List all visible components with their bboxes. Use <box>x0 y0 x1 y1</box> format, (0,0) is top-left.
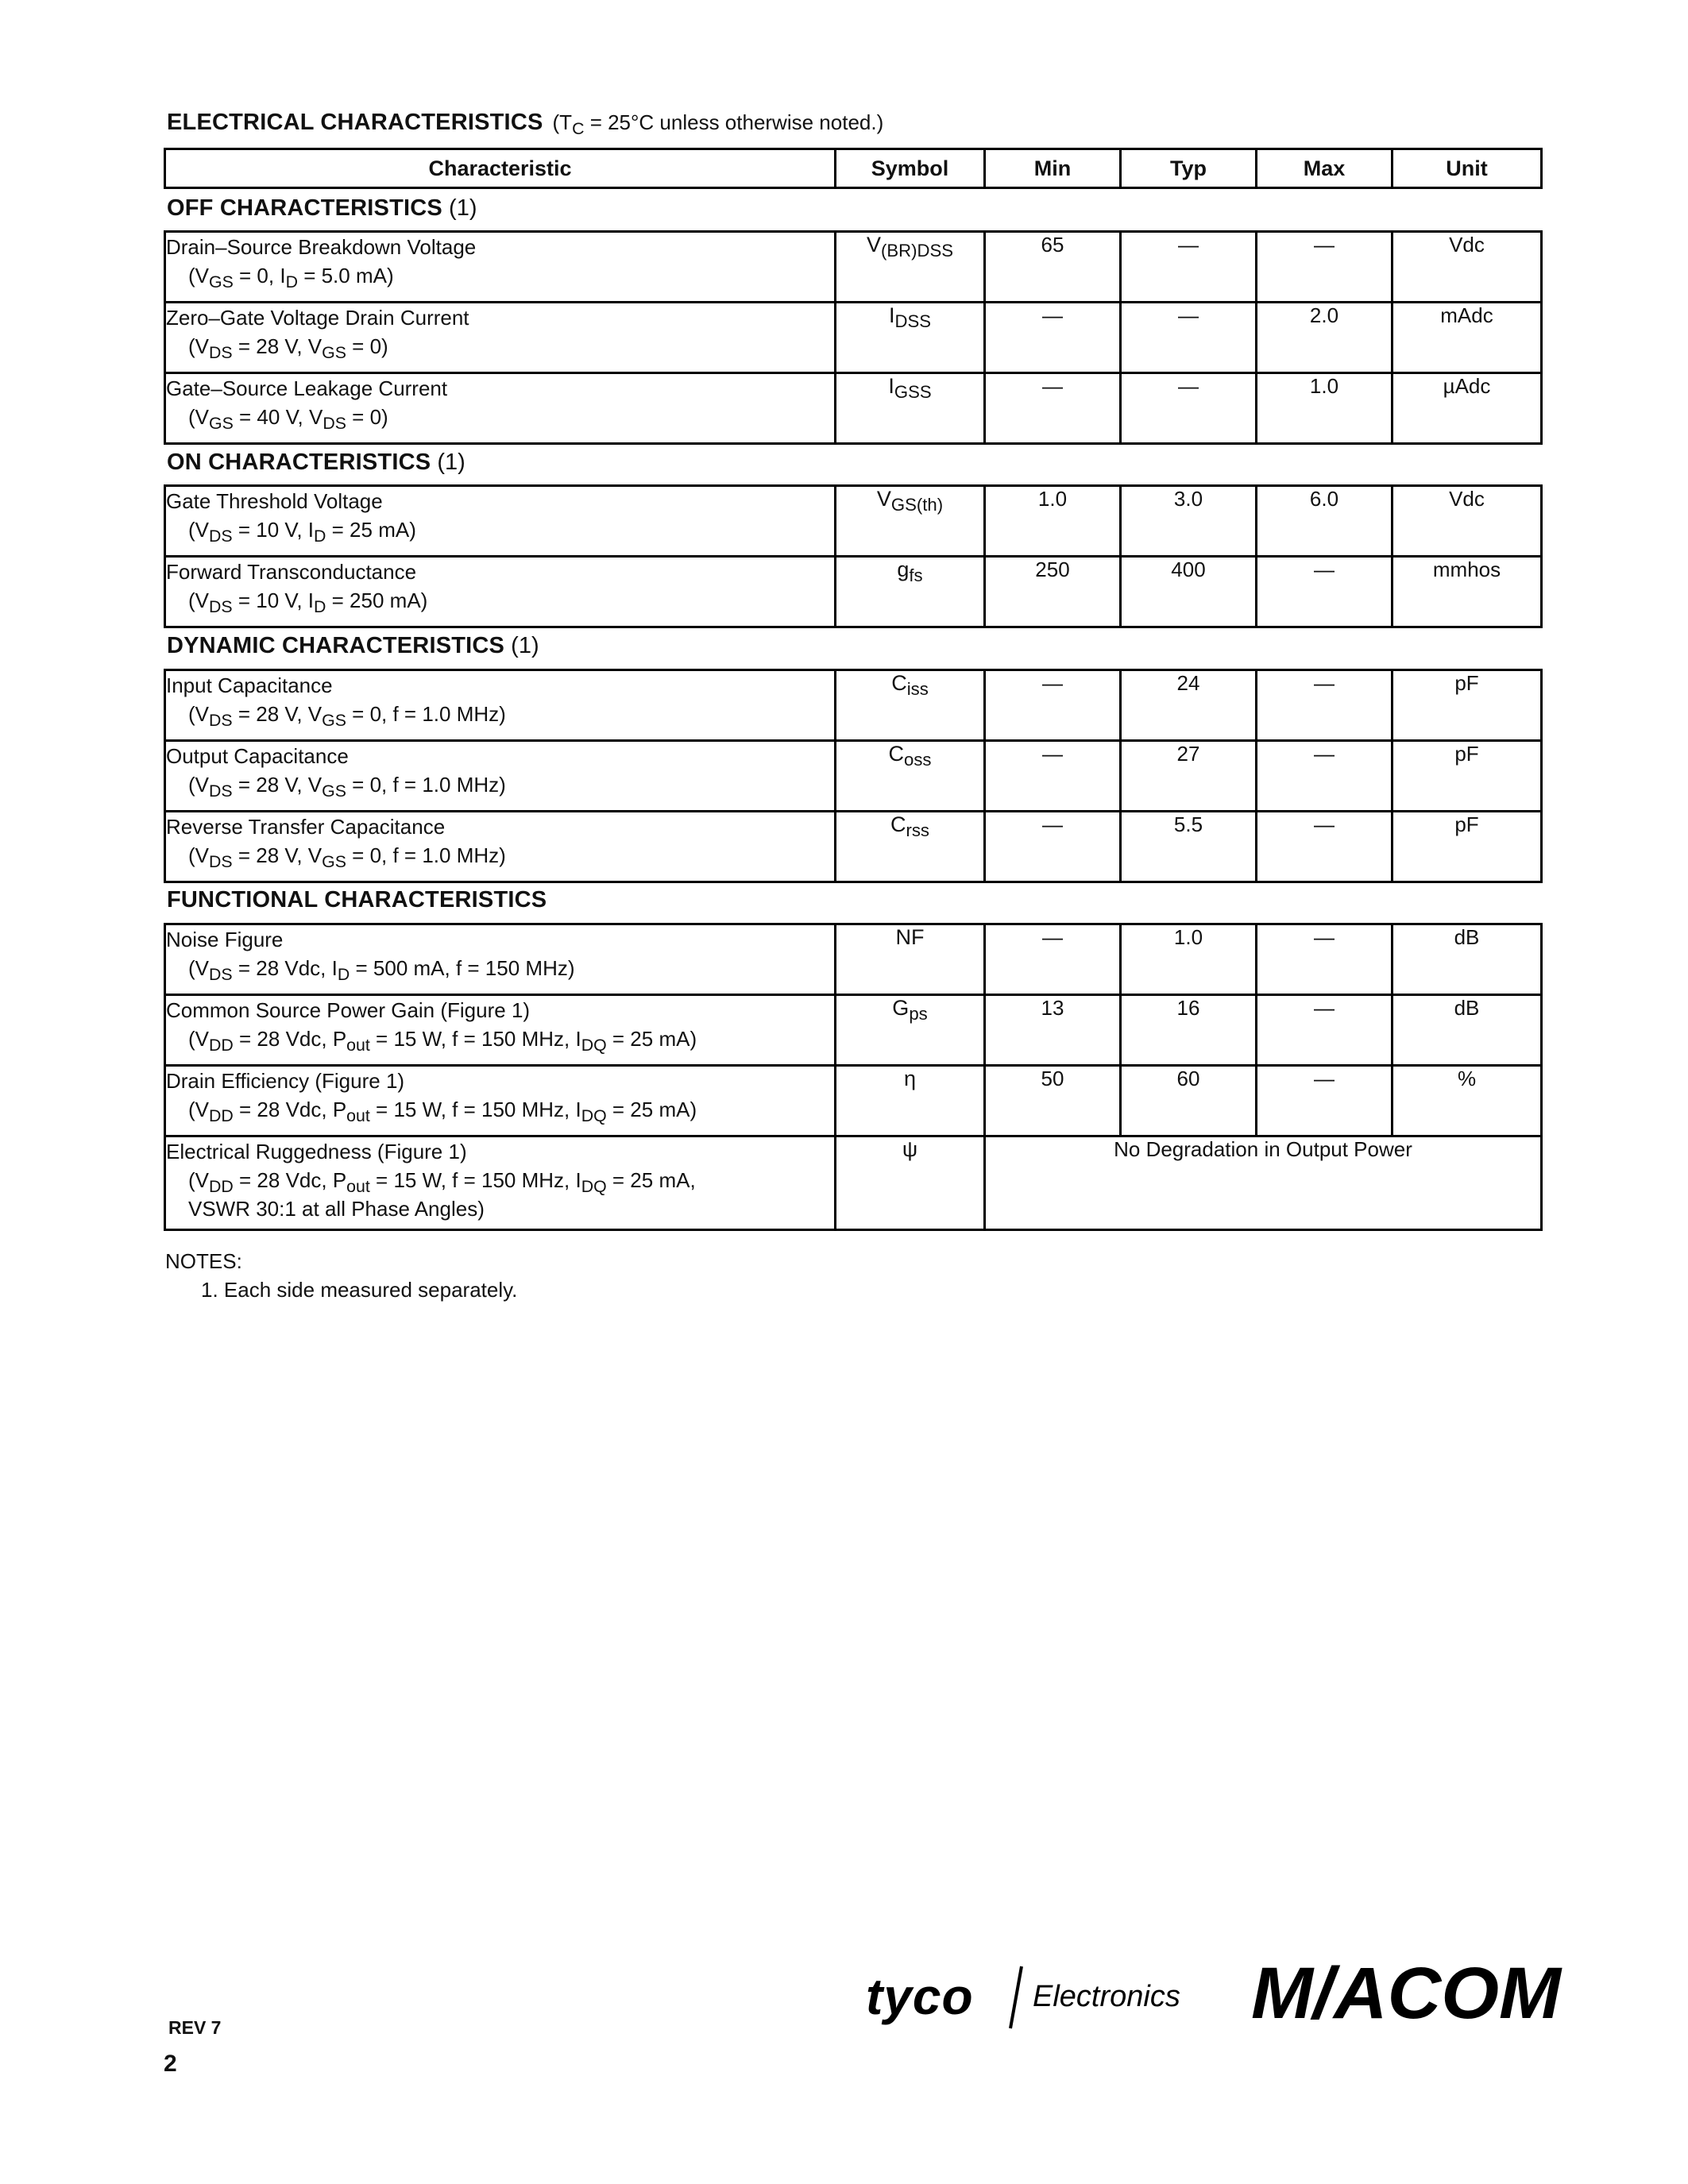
unit-cell: pF <box>1393 670 1542 741</box>
col-min: Min <box>985 149 1121 188</box>
section-on-heading: ON CHARACTERISTICS (1) <box>167 450 465 475</box>
header-row <box>165 149 1542 188</box>
unit-cell: dB <box>1393 995 1542 1066</box>
min-cell: — <box>985 303 1121 373</box>
ruggedness-result-cell: No Degradation in Output Power <box>985 1136 1542 1230</box>
symbol-cell: $C_{iss}$ <box>836 670 985 741</box>
dynamic-table <box>164 669 1543 883</box>
tyco-electronics-logo <box>866 1962 1223 2033</box>
characteristic-cell: Gate Threshold Voltage ($V_{DS} = 10$ V, $I_D = 25$ mA) <box>165 486 836 557</box>
col-max: Max <box>1257 149 1393 188</box>
symbol-cell: $C_{rss}$ <box>836 812 985 882</box>
characteristic-cell: Input Capacitance ($V_{DS} = 28$ V, $V_{GS} = 0$, f = 1.0 MHz) <box>165 670 836 741</box>
typ-cell: 27 <box>1121 741 1257 812</box>
functional-table <box>164 923 1543 1231</box>
macom-logo <box>1251 1950 1565 2045</box>
characteristic-cell: Drain–Source Breakdown Voltage ($V_{GS} = 0$, $I_D = 5.0$ mA) <box>165 232 836 303</box>
electronics-wordmark: Electronics <box>1033 1980 1180 2013</box>
macom-wordmark: M/ACOM <box>1251 1953 1563 2034</box>
max-cell: — <box>1257 1066 1393 1136</box>
table-row <box>165 924 1542 995</box>
col-typ: Typ <box>1121 149 1257 188</box>
typ-cell: 5.5 <box>1121 812 1257 882</box>
table-row <box>165 303 1542 373</box>
section-dynamic-heading: DYNAMIC CHARACTERISTICS (1) <box>167 633 539 658</box>
characteristic-cell: Output Capacitance ($V_{DS} = 28$ V, $V_{GS} = 0$, f = 1.0 MHz) <box>165 741 836 812</box>
symbol-cell: $I_{DSS}$ <box>836 303 985 373</box>
symbol-cell: η <box>836 1066 985 1136</box>
symbol-cell: ψ <box>836 1136 985 1230</box>
max-cell: — <box>1257 995 1393 1066</box>
min-cell: 13 <box>985 995 1121 1066</box>
unit-cell: % <box>1393 1066 1542 1136</box>
table-row <box>165 486 1542 557</box>
on-table <box>164 484 1543 628</box>
min-cell: 65 <box>985 232 1121 303</box>
unit-cell: mAdc <box>1393 303 1542 373</box>
col-characteristic: Characteristic <box>165 149 836 188</box>
table-row <box>165 670 1542 741</box>
tyco-wordmark: tyco <box>866 1968 974 2025</box>
min-cell: — <box>985 741 1121 812</box>
typ-cell: 1.0 <box>1121 924 1257 995</box>
typ-cell: 16 <box>1121 995 1257 1066</box>
characteristic-cell: Noise Figure ($V_{DS} = 28$ Vdc, $I_D = 500$ mA, f = 150 MHz) <box>165 924 836 995</box>
table-row <box>165 812 1542 882</box>
max-cell: — <box>1257 670 1393 741</box>
characteristic-cell: Drain Efficiency (Figure 1) ($V_{DD} = 28$ Vdc, $P_{out} = 15$ W, f = 150 MHz, $I_{DQ} = 25$ mA) <box>165 1066 836 1136</box>
symbol-cell: $I_{GSS}$ <box>836 373 985 444</box>
max-cell: 6.0 <box>1257 486 1393 557</box>
min-cell: — <box>985 812 1121 882</box>
section-off-heading: OFF CHARACTERISTICS (1) <box>167 195 477 221</box>
note-item: 1. Each side measured separately. <box>201 1278 518 1302</box>
notes-title: NOTES: <box>165 1249 242 1273</box>
typ-cell: — <box>1121 373 1257 444</box>
heading-condition: ($T_C = 25^\circ C$ unless otherwise noted.) <box>552 110 884 138</box>
max-cell: 1.0 <box>1257 373 1393 444</box>
off-table <box>164 230 1543 445</box>
max-cell: — <box>1257 232 1393 303</box>
min-cell: 50 <box>985 1066 1121 1136</box>
unit-cell: µAdc <box>1393 373 1542 444</box>
characteristic-cell: Gate–Source Leakage Current ($V_{GS} = 40$ V, $V_{DS} = 0$) <box>165 373 836 444</box>
characteristic-cell: Electrical Ruggedness (Figure 1) ($V_{DD} = 28$ Vdc, $P_{out} = 15$ W, f = 150 MHz, $I_{DQ} = 25$ mA, VSWR 30:1 at all Phase Angles) <box>165 1136 836 1230</box>
symbol-cell: $C_{oss}$ <box>836 741 985 812</box>
min-cell: — <box>985 670 1121 741</box>
page-heading <box>167 110 883 136</box>
logo-divider <box>1010 1966 1022 2028</box>
min-cell: — <box>985 924 1121 995</box>
symbol-cell: $V_{GS(th)}$ <box>836 486 985 557</box>
typ-cell: 24 <box>1121 670 1257 741</box>
col-symbol: Symbol <box>836 149 985 188</box>
notes <box>165 1247 517 1304</box>
max-cell: 2.0 <box>1257 303 1393 373</box>
unit-cell: pF <box>1393 812 1542 882</box>
symbol-cell: NF <box>836 924 985 995</box>
typ-cell: 3.0 <box>1121 486 1257 557</box>
symbol-cell: $G_{ps}$ <box>836 995 985 1066</box>
unit-cell: Vdc <box>1393 486 1542 557</box>
section-functional-heading: FUNCTIONAL CHARACTERISTICS <box>167 887 547 913</box>
min-cell: 1.0 <box>985 486 1121 557</box>
unit-cell: mmhos <box>1393 557 1542 627</box>
heading-title: ELECTRICAL CHARACTERISTICS <box>167 110 543 135</box>
typ-cell: — <box>1121 303 1257 373</box>
unit-cell: dB <box>1393 924 1542 995</box>
max-cell: — <box>1257 924 1393 995</box>
max-cell: — <box>1257 741 1393 812</box>
col-unit: Unit <box>1393 149 1542 188</box>
table-row <box>165 1066 1542 1136</box>
page-number: 2 <box>164 2051 177 2077</box>
table-row <box>165 995 1542 1066</box>
header-table <box>164 148 1543 189</box>
typ-cell: — <box>1121 232 1257 303</box>
max-cell: — <box>1257 812 1393 882</box>
characteristic-cell: Common Source Power Gain (Figure 1) ($V_{DD} = 28$ Vdc, $P_{out} = 15$ W, f = 150 MHz, $I_{DQ} = 25$ mA) <box>165 995 836 1066</box>
table-row <box>165 232 1542 303</box>
table-row <box>165 557 1542 627</box>
table-row <box>165 741 1542 812</box>
unit-cell: pF <box>1393 741 1542 812</box>
min-cell: 250 <box>985 557 1121 627</box>
table-row <box>165 373 1542 444</box>
max-cell: — <box>1257 557 1393 627</box>
typ-cell: 400 <box>1121 557 1257 627</box>
characteristic-cell: Forward Transconductance ($V_{DS} = 10$ V, $I_D = 250$ mA) <box>165 557 836 627</box>
min-cell: — <box>985 373 1121 444</box>
typ-cell: 60 <box>1121 1066 1257 1136</box>
symbol-cell: $V_{(BR)DSS}$ <box>836 232 985 303</box>
unit-cell: Vdc <box>1393 232 1542 303</box>
revision-label: REV 7 <box>168 2017 222 2038</box>
table-row <box>165 1136 1542 1230</box>
characteristic-cell: Reverse Transfer Capacitance ($V_{DS} = 28$ V, $V_{GS} = 0$, f = 1.0 MHz) <box>165 812 836 882</box>
characteristic-cell: Zero–Gate Voltage Drain Current ($V_{DS} = 28$ V, $V_{GS} = 0$) <box>165 303 836 373</box>
symbol-cell: $g_{fs}$ <box>836 557 985 627</box>
